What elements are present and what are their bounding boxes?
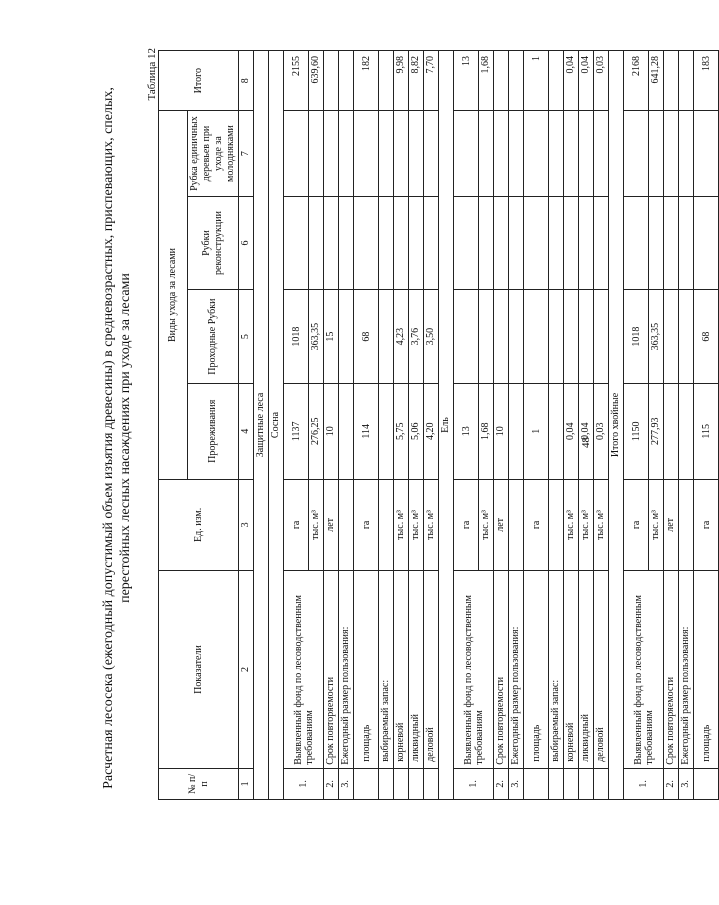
value-cell: [649, 111, 664, 196]
value-cell: 1: [524, 383, 549, 479]
value-cell: 2155: [284, 51, 309, 111]
col-num: 7: [239, 111, 254, 196]
value-cell: [624, 196, 649, 290]
section-protective: Защитные леса: [254, 51, 269, 800]
value-cell: 1: [524, 51, 549, 111]
unit-cell: тыс. м³: [394, 479, 409, 571]
col-num: 4: [239, 383, 254, 479]
table-row: [694, 51, 719, 800]
value-cell: [479, 111, 494, 196]
value-cell: [394, 196, 409, 290]
value-cell: [479, 290, 494, 384]
value-cell: [579, 196, 594, 290]
value-cell: 1137: [284, 383, 309, 479]
value-cell: 3,50: [424, 290, 439, 384]
row-label: Выявленный фонд по лесоводственным требованиям: [624, 571, 664, 769]
header-thinning: Прореживания: [188, 383, 239, 479]
table-row: [549, 51, 564, 800]
value-cell: 0,04: [564, 51, 579, 111]
rotated-page: [100, 0, 712, 845]
row-label: Срок повторяемости: [494, 571, 509, 769]
table-row: [594, 51, 609, 800]
page-number: 48: [580, 437, 592, 448]
table-row: 2. Срок повторяемости лет: [664, 51, 679, 800]
table-row: [394, 51, 409, 800]
header-indicator: Показатели: [159, 571, 239, 769]
header-num: № п/п: [159, 768, 239, 799]
value-cell: 4,23: [394, 290, 409, 384]
row-label: Выявленный фонд по лесоводственным требованиям: [284, 571, 324, 769]
table-row: [579, 51, 594, 800]
value-cell: [524, 111, 549, 196]
row-label: деловой: [424, 571, 439, 769]
value-cell: 363,35: [649, 290, 664, 384]
value-cell: 114: [354, 383, 379, 479]
value-cell: [454, 196, 479, 290]
value-cell: [594, 196, 609, 290]
unit-cell: тыс. м³: [479, 479, 494, 571]
unit-cell: тыс. м³: [649, 479, 664, 571]
value-cell: 183: [694, 51, 719, 111]
row-label: корневой: [564, 571, 579, 769]
row-label: Ежегодный размер пользования:: [679, 571, 694, 769]
table-row: [379, 51, 394, 800]
value-cell: 0,03: [594, 383, 609, 479]
value-cell: [324, 111, 339, 196]
table-row: 2. Срок повторяемости лет 10 15: [324, 51, 339, 800]
value-cell: 277,93: [649, 383, 664, 479]
value-cell: 2168: [624, 51, 649, 111]
unit-cell: тыс. м³: [564, 479, 579, 571]
value-cell: [594, 290, 609, 384]
unit-cell: га: [694, 479, 719, 571]
value-cell: 4,20: [424, 383, 439, 479]
table-row: 2. Срок повторяемости лет 10: [494, 51, 509, 800]
section-spruce: Ель: [439, 51, 454, 800]
col-num: 1: [239, 768, 254, 799]
table-row: 1. Выявленный фонд по лесоводственным требованиям га 1137 1018 2155: [284, 51, 309, 800]
value-cell: [649, 196, 664, 290]
value-cell: [284, 111, 309, 196]
table-row: 3. Ежегодный размер пользования:: [339, 51, 354, 800]
table-row: [409, 51, 424, 800]
value-cell: [564, 111, 579, 196]
value-cell: [409, 111, 424, 196]
value-cell: [324, 51, 339, 111]
value-cell: [284, 196, 309, 290]
title-line-2: перестойных лесных насаждениях при уходе за лесами: [118, 273, 133, 603]
col-num: 3: [239, 479, 254, 571]
value-cell: 3,76: [409, 290, 424, 384]
harvest-table: [158, 50, 719, 800]
unit-cell: лет: [324, 479, 339, 571]
section-pine: Сосна: [269, 51, 284, 800]
value-cell: [594, 111, 609, 196]
col-num: 2: [239, 571, 254, 769]
header-reconstruction: Рубки реконструкции: [188, 196, 239, 290]
table-row: 3. Ежегодный размер пользования:: [509, 51, 524, 800]
value-cell: [694, 196, 719, 290]
value-cell: [494, 111, 509, 196]
row-label: площадь: [524, 571, 549, 769]
value-cell: 182: [354, 51, 379, 111]
value-cell: [494, 196, 509, 290]
header-total: Итого: [159, 51, 239, 111]
value-cell: [309, 111, 324, 196]
col-num: 5: [239, 290, 254, 384]
table-row: 1. Выявленный фонд по лесоводственным требованиям га 13 13: [454, 51, 479, 800]
value-cell: 10: [324, 383, 339, 479]
value-cell: 9,98: [394, 51, 409, 111]
unit-cell: тыс. м³: [409, 479, 424, 571]
value-cell: 115: [694, 383, 719, 479]
value-cell: [564, 196, 579, 290]
unit-cell: га: [524, 479, 549, 571]
value-cell: 0,03: [594, 51, 609, 111]
value-cell: 7,70: [424, 51, 439, 111]
unit-cell: га: [354, 479, 379, 571]
document-title: [100, 43, 134, 833]
value-cell: [424, 196, 439, 290]
value-cell: [494, 51, 509, 111]
value-cell: [524, 290, 549, 384]
row-label: корневой: [394, 571, 409, 769]
value-cell: 363,35: [309, 290, 324, 384]
value-cell: [579, 111, 594, 196]
value-cell: [454, 290, 479, 384]
value-cell: 276,25: [309, 383, 324, 479]
value-cell: [424, 111, 439, 196]
value-cell: 0,04: [579, 51, 594, 111]
value-cell: 639,60: [309, 51, 324, 111]
value-cell: [409, 196, 424, 290]
value-cell: [564, 290, 579, 384]
row-label: выбираемый запас:: [549, 571, 564, 769]
value-cell: 1,68: [479, 51, 494, 111]
value-cell: 0,04: [579, 383, 594, 479]
unit-cell: га: [284, 479, 309, 571]
col-num: 6: [239, 196, 254, 290]
row-label: деловой: [594, 571, 609, 769]
value-cell: 10: [494, 383, 509, 479]
value-cell: 0,04: [564, 383, 579, 479]
title-line-1: Расчетная лесосека (ежегодный допустимый объем изъятия древесины) в средневозрастных, приспевающих, спелых,: [101, 87, 116, 789]
unit-cell: тыс. м³: [309, 479, 324, 571]
row-label: Выявленный фонд по лесоводственным требованиям: [454, 571, 494, 769]
value-cell: [579, 290, 594, 384]
row-label: Ежегодный размер пользования:: [339, 571, 354, 769]
header-single-trees: Рубка единичных деревьев при уходе за молодняками: [188, 111, 239, 196]
value-cell: [694, 111, 719, 196]
row-label: ликвидный: [579, 571, 594, 769]
value-cell: [454, 111, 479, 196]
value-cell: [479, 196, 494, 290]
table-row: 3. Ежегодный размер пользования:: [679, 51, 694, 800]
unit-cell: тыс. м³: [579, 479, 594, 571]
value-cell: [394, 111, 409, 196]
table-number: Таблица 12: [146, 48, 158, 101]
unit-cell: тыс. м³: [594, 479, 609, 571]
unit-cell: лет: [494, 479, 509, 571]
table-row: [564, 51, 579, 800]
section-conifer-total: Итого хвойные: [609, 51, 624, 800]
value-cell: 15: [324, 290, 339, 384]
table-row: [354, 51, 379, 800]
row-label: Срок повторяемости: [664, 571, 679, 769]
row-label: площадь: [694, 571, 719, 769]
value-cell: [524, 196, 549, 290]
value-cell: 68: [694, 290, 719, 384]
value-cell: [354, 111, 379, 196]
table-row: [524, 51, 549, 800]
value-cell: 1018: [624, 290, 649, 384]
row-label: площадь: [354, 571, 379, 769]
value-cell: [309, 196, 324, 290]
unit-cell: тыс. м³: [424, 479, 439, 571]
table-row: 1. Выявленный фонд по лесоводственным требованиям га 1150 1018 2168: [624, 51, 649, 800]
row-label: Ежегодный размер пользования:: [509, 571, 524, 769]
header-passing: Проходные Рубки: [188, 290, 239, 384]
value-cell: [624, 111, 649, 196]
column-numbers-row: [239, 51, 254, 800]
header-care-types: Виды ухода за лесами: [159, 111, 188, 479]
value-cell: [324, 196, 339, 290]
col-num: 8: [239, 51, 254, 111]
value-cell: 13: [454, 51, 479, 111]
table-row: [424, 51, 439, 800]
value-cell: 5,06: [409, 383, 424, 479]
value-cell: 68: [354, 290, 379, 384]
value-cell: 1150: [624, 383, 649, 479]
value-cell: 1018: [284, 290, 309, 384]
unit-cell: га: [454, 479, 479, 571]
value-cell: [494, 290, 509, 384]
value-cell: 5,75: [394, 383, 409, 479]
value-cell: 1,68: [479, 383, 494, 479]
unit-cell: га: [624, 479, 649, 571]
row-label: выбираемый запас:: [379, 571, 394, 769]
value-cell: 641,28: [649, 51, 664, 111]
value-cell: 8,82: [409, 51, 424, 111]
row-label: Срок повторяемости: [324, 571, 339, 769]
header-unit: Ед. изм.: [159, 479, 239, 571]
unit-cell: лет: [664, 479, 679, 571]
value-cell: 13: [454, 383, 479, 479]
row-label: ликвидный: [409, 571, 424, 769]
value-cell: [354, 196, 379, 290]
